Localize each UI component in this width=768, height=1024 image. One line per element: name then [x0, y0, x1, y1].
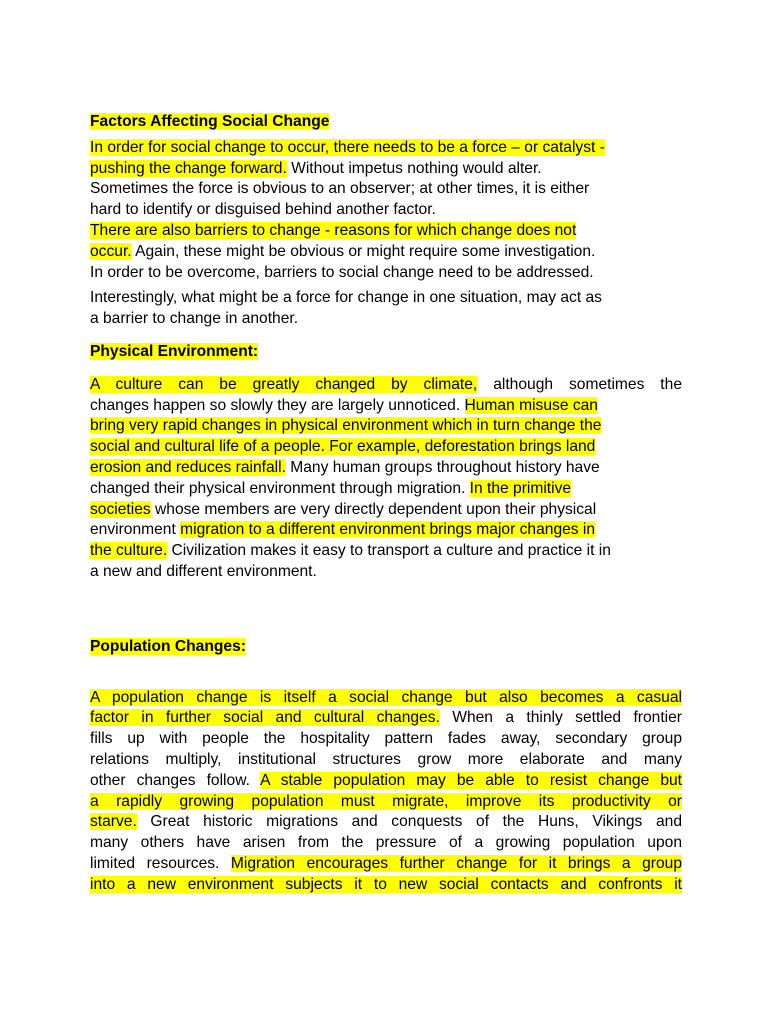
main-heading-text: Factors Affecting Social Change — [90, 113, 330, 130]
paragraph-line: changes happen so slowly they are largely unnoticed. — [90, 396, 465, 414]
paragraph-line: societies — [90, 500, 151, 518]
paragraph-line: Great historic migrations and conquests of the Huns, Vikings and — [136, 813, 682, 831]
physical-paragraph — [90, 375, 682, 583]
document-page — [90, 112, 682, 896]
paragraph-line: Migration encourages further change for it brings a group — [230, 854, 682, 872]
paragraph-line: relations multiply, institutional structures grow more elaborate and many — [90, 750, 682, 768]
paragraph-line: A stable population may be able to resist change but — [260, 771, 682, 789]
paragraph-line: Civilization makes it easy to transport a culture and practice it in — [167, 542, 611, 560]
paragraph-line: A culture can be greatly changed by climate, — [90, 375, 478, 393]
paragraph-line: Many human groups throughout history have — [285, 458, 600, 476]
intro-line: In order to be overcome, barriers to social change need to be addressed. — [90, 263, 594, 281]
paragraph-line: a new and different environment. — [90, 562, 317, 580]
paragraph-line: environment — [90, 521, 181, 539]
paragraph-line: factor in further social and cultural changes. — [90, 709, 440, 727]
paragraph-line: whose members are very directly dependent upon their physical — [150, 500, 597, 518]
population-paragraph — [90, 688, 682, 896]
intro-line: pushing the change forward. — [90, 159, 287, 177]
paragraph-line: social and cultural life of a people. For example, deforestation brings land — [90, 438, 596, 456]
paragraph-line: In the primitive — [469, 479, 572, 497]
interesting-paragraph — [90, 288, 682, 330]
paragraph-line: other changes follow. — [90, 771, 261, 789]
main-heading — [90, 112, 682, 133]
paragraph-line: changed their physical environment through migration. — [90, 479, 470, 497]
population-heading-text: Population Changes: — [90, 637, 246, 655]
paragraph-line: When a thinly settled frontier — [439, 709, 682, 727]
intro-line: There are also barriers to change - reasons for which change does not — [90, 221, 577, 239]
intro-paragraph — [90, 138, 682, 284]
paragraph-line: Human misuse can — [464, 396, 598, 414]
intro-line: In order for social change to occur, there needs to be a force – or catalyst - — [90, 138, 605, 156]
paragraph-line: a barrier to change in another. — [90, 310, 299, 328]
population-heading — [90, 637, 682, 658]
intro-line: hard to identify or disguised behind another factor. — [90, 201, 436, 219]
paragraph-line: many others have arisen from the pressure of a growing population upon — [90, 834, 682, 852]
paragraph-line: the culture. — [90, 542, 168, 560]
paragraph-line: bring very rapid changes in physical environment which in turn change the — [90, 417, 602, 435]
paragraph-line: Interestingly, what might be a force for change in one situation, may act as — [90, 289, 602, 307]
paragraph-line: a rapidly growing population must migrate, improve its productivity or — [90, 792, 682, 810]
paragraph-line: fills up with people the hospitality pattern fades away, secondary group — [90, 730, 682, 748]
paragraph-line: although sometimes the — [477, 375, 682, 393]
paragraph-line: A population change is itself a social change but also becomes a casual — [90, 688, 682, 706]
paragraph-line: starve. — [90, 813, 137, 831]
paragraph-line: into a new environment subjects it to new social contacts and confronts it — [90, 875, 682, 893]
intro-line: Again, these might be obvious or might require some investigation. — [131, 242, 596, 260]
physical-heading — [90, 342, 682, 363]
physical-heading-text: Physical Environment: — [90, 342, 259, 360]
intro-line: occur. — [90, 242, 132, 260]
paragraph-line: migration to a different environment brings major changes in — [180, 521, 596, 539]
paragraph-line: erosion and reduces rainfall. — [90, 458, 286, 476]
paragraph-line: limited resources. — [90, 854, 231, 872]
intro-line: Without impetus nothing would alter. — [286, 159, 542, 177]
intro-line: Sometimes the force is obvious to an observer; at other times, it is either — [90, 180, 590, 198]
